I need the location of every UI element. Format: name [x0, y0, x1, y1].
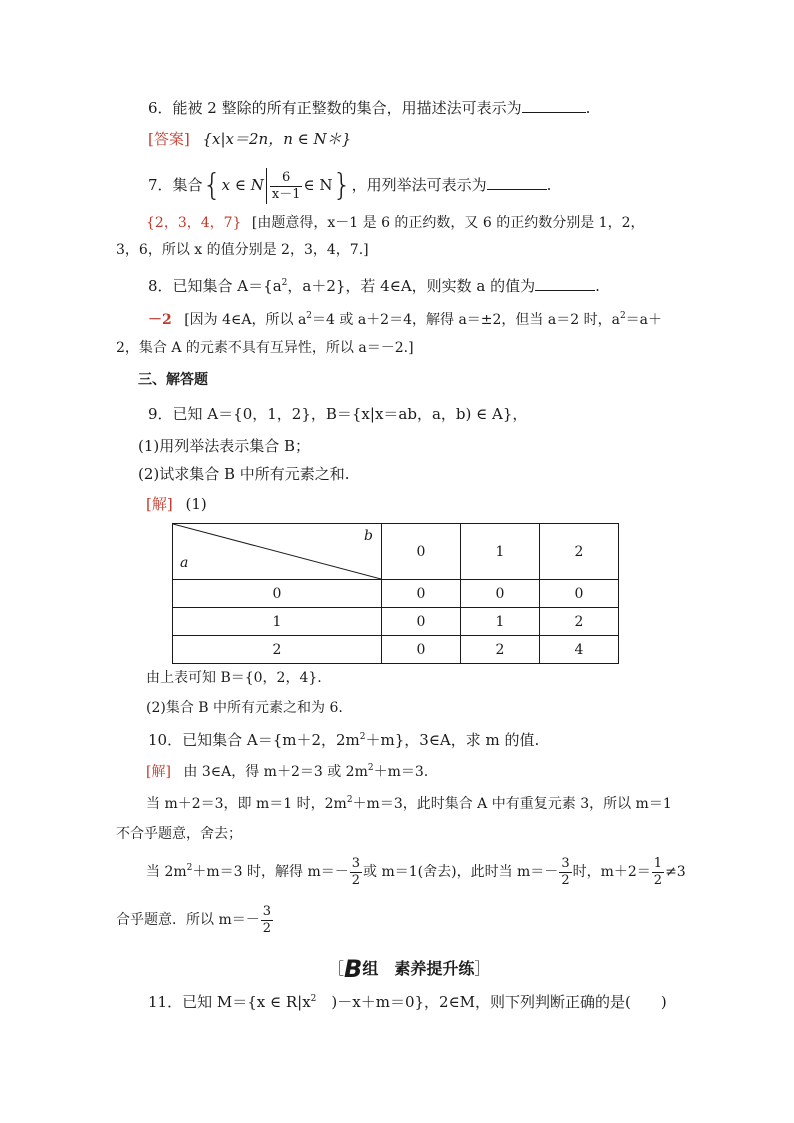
- fraction-numerator: 6: [270, 170, 303, 187]
- row-header: 2: [173, 636, 382, 664]
- answer-blank: [522, 98, 586, 113]
- column-header: 1: [461, 524, 540, 580]
- question-9-conclusion-2: (2)集合 B 中所有元素之和为 6.: [146, 700, 343, 716]
- table-row: [173, 580, 619, 608]
- row-header: 1: [173, 608, 382, 636]
- question-6-answer: [148, 129, 351, 149]
- row-header: 0: [173, 580, 382, 608]
- question-10-solution-2: [146, 794, 672, 814]
- line5: 合乎题意．所以 m＝－: [116, 912, 260, 928]
- question-8-text-a: 8．已知集合 A＝{a: [148, 277, 282, 295]
- superscript: 2: [619, 311, 626, 321]
- question-10-text-b: ＋m}，3∈A，求 m 的值.: [365, 731, 540, 749]
- bracket-open: ［: [328, 959, 345, 978]
- explanation-1a: [因为 4∈A，所以 a: [184, 312, 307, 328]
- left-brace-icon: {: [202, 168, 222, 203]
- table-cell: 0: [382, 636, 461, 664]
- question-10-solution-4: [146, 854, 686, 890]
- line1-a: 由 3∈A，得 m＋2＝3 或 2m: [183, 764, 368, 780]
- line4-e: ≠3: [665, 864, 686, 880]
- table-cell: 2: [540, 608, 619, 636]
- table-cell: 0: [382, 580, 461, 608]
- explanation-1b: ＝4 或 a＋2＝4，解得 a＝±2，但当 a＝2 时，a: [312, 312, 620, 328]
- question-10-solution-3: 不合乎题意，舍去；: [116, 826, 242, 842]
- question-9-part-2: (2)试求集合 B 中所有元素之和.: [138, 465, 350, 483]
- question-7-suffix: ，用列举法可表示为: [351, 176, 487, 194]
- superscript: 2: [186, 863, 193, 873]
- section-title: 三、解答题: [138, 372, 208, 388]
- answer-key: {2，3，4，7}: [146, 215, 242, 231]
- column-variable: b: [364, 528, 373, 544]
- solution-label: [解]: [146, 495, 173, 513]
- question-10-text-a: 10．已知集合 A＝{m＋2，2m: [148, 731, 360, 749]
- question-10-solution-1: [146, 762, 428, 782]
- question-11: [148, 992, 667, 1012]
- answer-blank: [535, 276, 595, 291]
- question-7-answer: [146, 213, 645, 233]
- set-right: ∈ N: [303, 176, 333, 194]
- multiplication-table: [172, 523, 619, 664]
- line2-b: ＋m＝3，此时集合 A 中有重复元素 3，所以 m＝1: [352, 796, 672, 812]
- superscript: 2: [359, 732, 366, 742]
- question-9: 9．已知 A＝{0，1，2}，B＝{x|x＝ab，a，b) ∈ A}，: [148, 405, 528, 423]
- section-b-title: 组 素养提升练: [362, 959, 475, 978]
- fraction-denominator: 2: [262, 920, 272, 936]
- fraction: [261, 904, 273, 937]
- question-6: 6．能被 2 整除的所有正整数的集合，用描述法可表示为 .: [148, 99, 591, 117]
- line1-b: ＋m＝3.: [373, 764, 429, 780]
- explanation-line-2: 3，6，所以 x 的值分别是 2，3，4，7.]: [116, 242, 369, 258]
- table-cell: 4: [540, 636, 619, 664]
- fraction-denominator: 2: [653, 872, 663, 888]
- set-left: x ∈ N: [221, 176, 264, 194]
- answer-blank: [487, 175, 547, 190]
- question-7-prefix: 7．集合: [148, 176, 203, 194]
- table-cell: 0: [540, 580, 619, 608]
- line2-a: 当 m＋2＝3，即 m＝1 时，2m: [146, 796, 347, 812]
- question-8-answer: [148, 310, 662, 330]
- fraction-numerator: 3: [351, 855, 361, 871]
- table-cell: 1: [461, 608, 540, 636]
- superscript: 2: [367, 763, 374, 773]
- question-7: 7．集合{x ∈ N $\frac{6}{x-1}$ ∈ N}，用列举法可表示为 .: [148, 168, 552, 203]
- column-header: 2: [540, 524, 619, 580]
- solution-part: (1): [185, 495, 207, 513]
- column-header: 0: [382, 524, 461, 580]
- question-9-conclusion-1: 由上表可知 B＝{0，2，4}.: [146, 670, 322, 686]
- table-row: [173, 608, 619, 636]
- table-corner-cell: [173, 524, 382, 580]
- superscript: 2: [281, 278, 288, 288]
- table-cell: 2: [461, 636, 540, 664]
- line4-b: ＋m＝3 时，解得 m＝－: [192, 864, 349, 880]
- answer-text: {x|x＝2n，n ∈ N＊}: [202, 130, 352, 148]
- superscript: 2: [306, 311, 313, 321]
- line4-c: 或 m＝1(舍去)，此时当 m＝－: [363, 864, 559, 880]
- superscript: 2: [310, 994, 317, 1004]
- fraction-denominator: x－1: [271, 186, 301, 202]
- question-9-solution-label: [146, 494, 207, 514]
- answer-key: －2: [148, 312, 172, 328]
- question-6-text: 6．能被 2 整除的所有正整数的集合，用描述法可表示为: [148, 99, 522, 117]
- explanation-line-2: 2，集合 A 的元素不具有互异性，所以 a＝－2.]: [116, 340, 414, 356]
- question-10: [148, 730, 539, 750]
- question-11-text-b: )－x＋m＝0}，2∈M，则下列判断正确的是( ): [316, 993, 667, 1011]
- fraction-denominator: 2: [561, 872, 570, 888]
- fraction: [350, 856, 362, 889]
- superscript: 2: [346, 795, 353, 805]
- section-b-header: [328, 956, 490, 982]
- fraction: [559, 856, 571, 889]
- question-9-part-1: (1)用列举法表示集合 B；: [138, 437, 311, 455]
- line4-d: 时，m＋2＝: [572, 864, 651, 880]
- question-11-text-a: 11．已知 M＝{x ∈ R|x: [148, 993, 311, 1011]
- fraction: [270, 170, 303, 203]
- fraction-numerator: 1: [653, 855, 663, 871]
- row-variable: a: [180, 555, 189, 571]
- table-cell: 0: [382, 608, 461, 636]
- table-row: [173, 636, 619, 664]
- section-b-letter: B: [344, 955, 363, 983]
- fraction-numerator: 3: [262, 903, 272, 919]
- explanation-line-1: [由题意得，x－1 是 6 的正约数，又 6 的正约数分别是 1，2，: [251, 215, 645, 231]
- question-8-text-b: ，a＋2}，若 4∈A，则实数 a 的值为: [287, 277, 536, 295]
- solution-label: [解]: [146, 764, 171, 780]
- explanation-1c: ＝a＋: [625, 312, 663, 328]
- question-10-solution-5: [116, 902, 274, 938]
- diagonal-line: [173, 524, 381, 579]
- question-8: 8．已知集合 $A=\{a^2$，a＋2}，若 4∈A，则实数 a 的值为 .: [148, 277, 600, 295]
- set-bar: [266, 168, 267, 204]
- fraction-numerator: 3: [561, 855, 570, 871]
- answer-label: [答案]: [148, 130, 190, 148]
- table-header-row: [173, 524, 619, 580]
- line4-a: 当 2m: [146, 864, 187, 880]
- table-cell: 0: [461, 580, 540, 608]
- bracket-close: ］: [474, 959, 491, 978]
- right-brace-icon: }: [332, 168, 352, 203]
- fraction-denominator: 2: [351, 872, 361, 888]
- fraction: [652, 856, 664, 889]
